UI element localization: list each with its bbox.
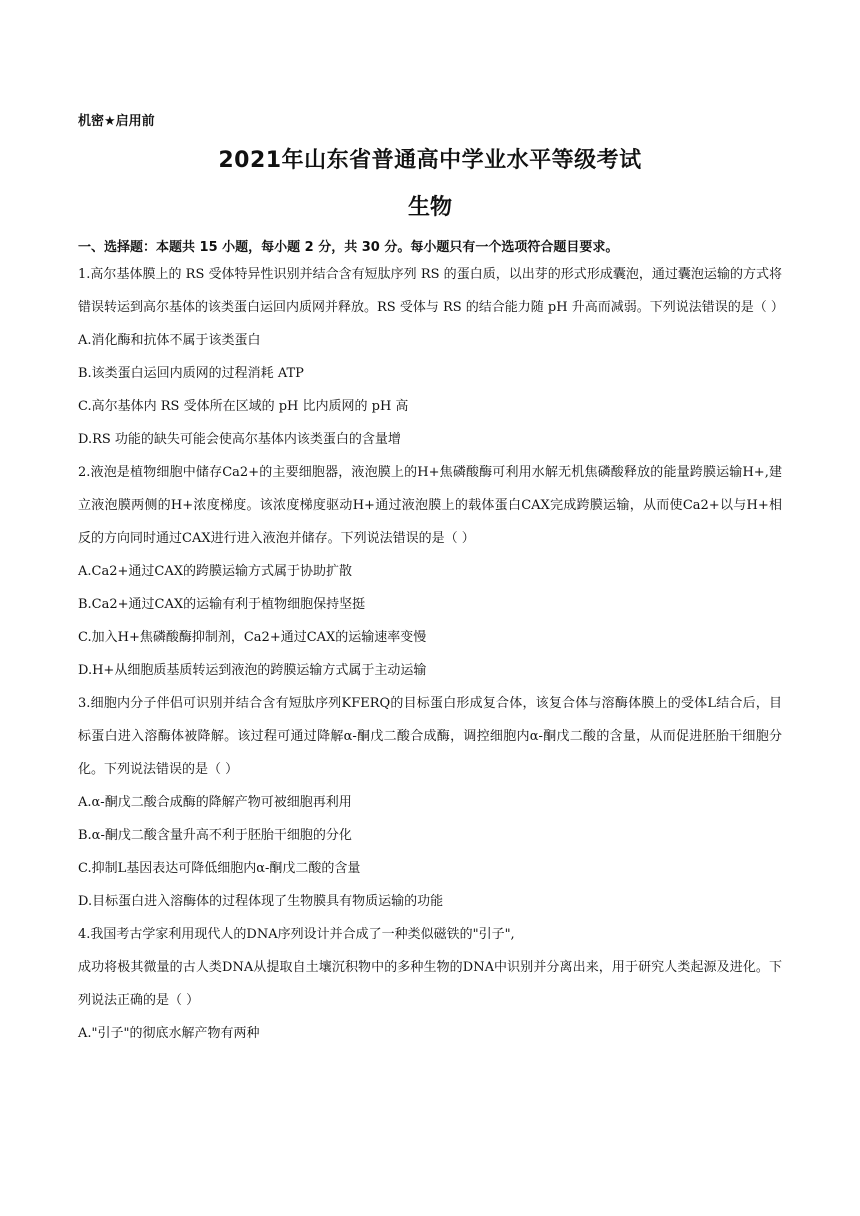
option-c: C.加入H+焦磷酸酶抑制剂，Ca2+通过CAX的运输速率变慢 bbox=[78, 630, 427, 645]
option-a: A.Ca2+通过CAX的跨膜运输方式属于协助扩散 bbox=[78, 564, 352, 579]
subject-title: 生物 bbox=[407, 195, 452, 220]
question-stem-line-1: 4.我国考古学家利用现代人的DNA序列设计并合成了一种类似磁铁的"引子", bbox=[78, 927, 515, 942]
option-c: C.高尔基体内 RS 受体所在区域的 pH 比内质网的 pH 高 bbox=[78, 399, 409, 414]
questions-content bbox=[78, 258, 782, 1050]
option-a: A."引子"的彻底水解产物有两种 bbox=[78, 1026, 260, 1041]
option-d: D.目标蛋白进入溶酶体的过程体现了生物膜具有物质运输的功能 bbox=[78, 894, 444, 909]
option-c: C.抑制L基因表达可降低细胞内α-酮戊二酸的含量 bbox=[78, 861, 361, 876]
option-d: D.H+从细胞质基质转运到液泡的跨膜运输方式属于主动运输 bbox=[78, 663, 427, 678]
option-a: A.α-酮戊二酸合成酶的降解产物可被细胞再利用 bbox=[78, 795, 352, 810]
option-b: B.Ca2+通过CAX的运输有利于植物细胞保持坚挺 bbox=[78, 597, 366, 612]
question-stem-line-2: 成功将极其微量的古人类DNA从提取自土壤沉积物中的多种生物的DNA中识别并分离出来，用于研究人类起源及进化。下列说法正确的是（ ） bbox=[78, 960, 782, 1008]
question-stem: 3.细胞内分子伴侣可识别并结合含有短肽序列KFERQ的目标蛋白形成复合体，该复合体与溶酶体膜上的受体L结合后，目标蛋白进入溶酶体被降解。该过程可通过降解α-酮戊二酸合成酶，调控细胞内α-酮戊二酸的含量，从而促进胚胎干细胞分化。下列说法错误的是（ ） bbox=[78, 696, 782, 777]
question-3 bbox=[78, 687, 782, 918]
question-1 bbox=[78, 258, 782, 456]
option-a: A.消化酶和抗体不属于该类蛋白 bbox=[78, 333, 261, 348]
section-heading: 一、选择题：本题共 15 小题，每小题 2 分，共 30 分。每小题只有一个选项符合题目要求。 bbox=[78, 240, 619, 255]
option-d: D.RS 功能的缺失可能会使高尔基体内该类蛋白的含量增 bbox=[78, 432, 401, 447]
question-2 bbox=[78, 456, 782, 687]
question-stem: 2.液泡是植物细胞中储存Ca2+的主要细胞器，液泡膜上的H+焦磷酸酶可利用水解无机焦磷酸释放的能量跨膜运输H+,建立液泡膜两侧的H+浓度梯度。该浓度梯度驱动H+通过液泡膜上的载体蛋白CAX完成跨膜运输，从而使Ca2+以与H+相反的方向同时通过CAX进行进入液泡并储存。下列说法错误的是（ ） bbox=[78, 465, 782, 546]
exam-title: 2021年山东省普通高中学业水平等级考试 bbox=[218, 148, 642, 173]
option-b: B.α-酮戊二酸含量升高不利于胚胎干细胞的分化 bbox=[78, 828, 352, 843]
confidential-label: 机密★启用前 bbox=[78, 114, 155, 129]
option-b: B.该类蛋白运回内质网的过程消耗 ATP bbox=[78, 366, 304, 381]
question-4 bbox=[78, 918, 782, 1050]
question-stem: 1.高尔基体膜上的 RS 受体特异性识别并结合含有短肽序列 RS 的蛋白质，以出芽的形式形成囊泡，通过囊泡运输的方式将错误转运到高尔基体的该类蛋白运回内质网并释放。RS 受体与 RS 的结合能力随 pH 升高而减弱。下列说法错误的是（ ） bbox=[78, 267, 784, 315]
